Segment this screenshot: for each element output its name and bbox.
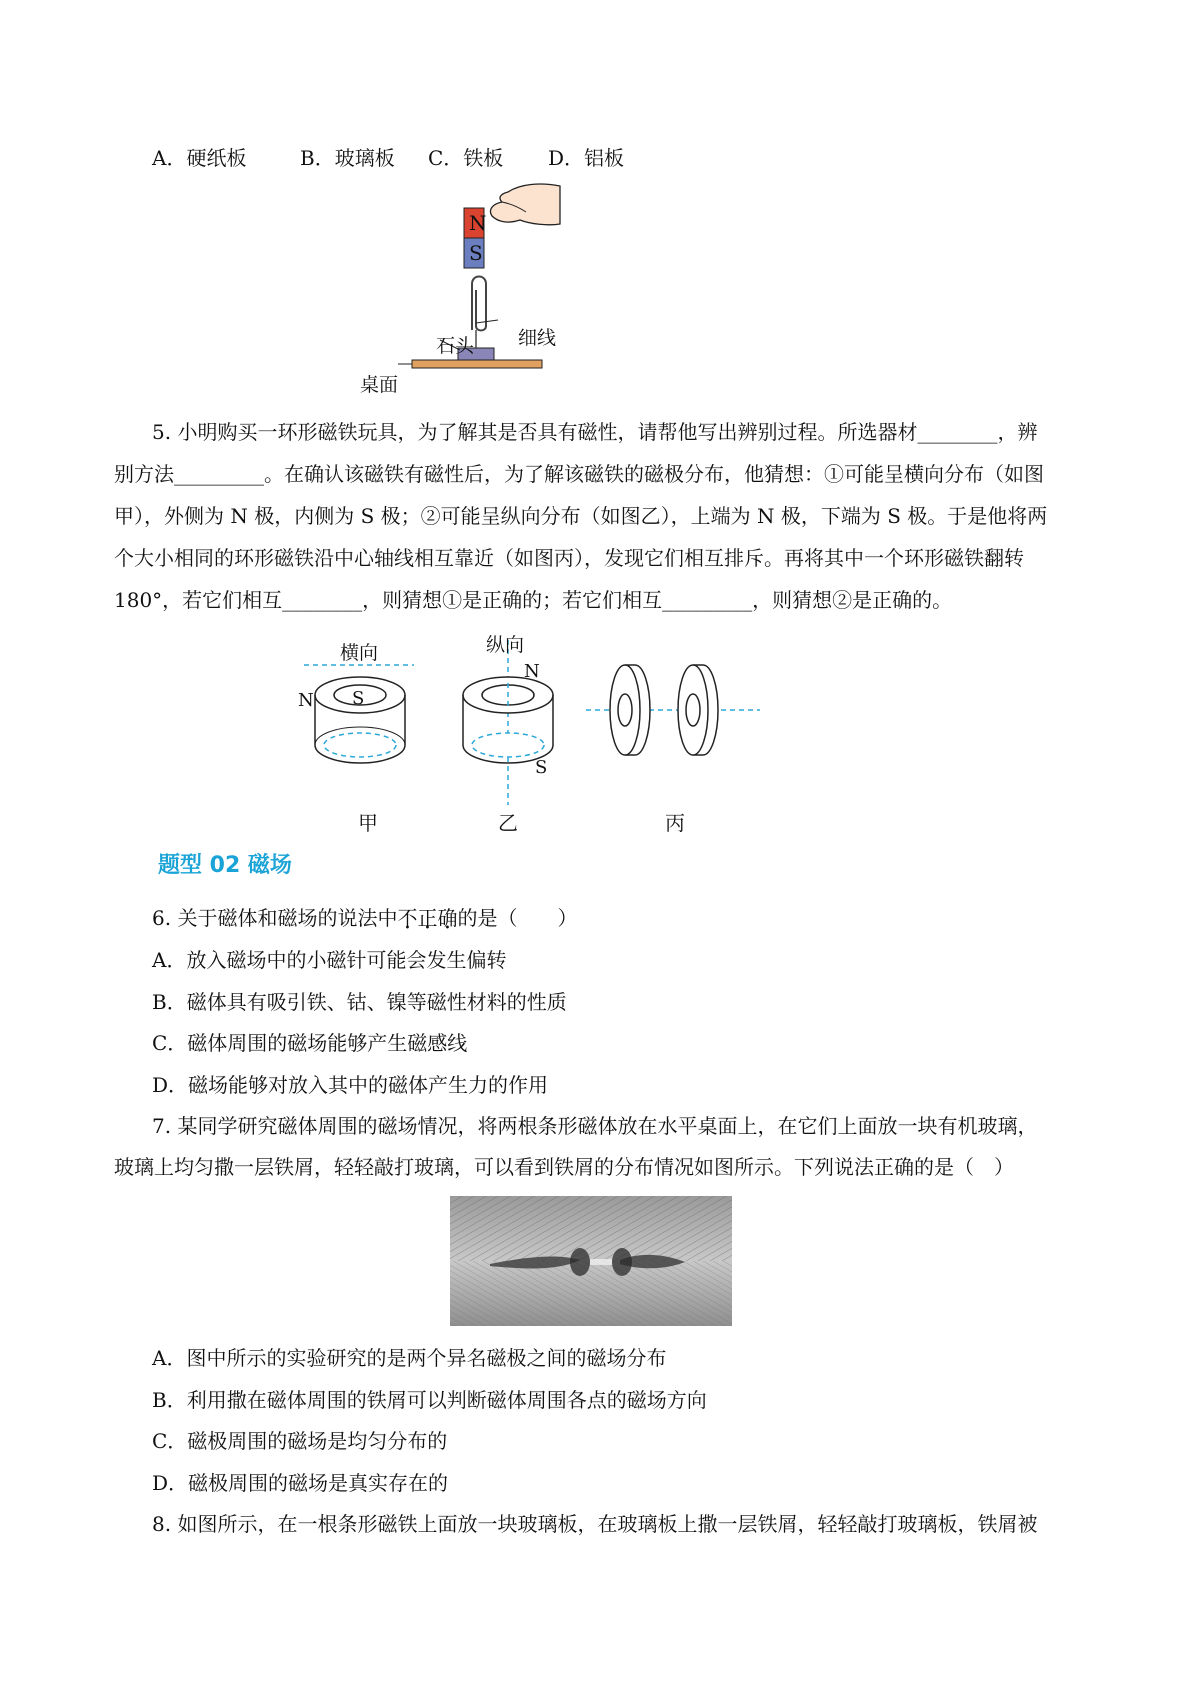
caption-yi: 乙 — [498, 811, 518, 835]
q6-option-b: B．磁体具有吸引铁、钴、镍等磁性材料的性质 — [152, 990, 567, 1014]
caption-bing: 丙 — [665, 811, 685, 835]
q7-option-b: B．利用撒在磁体周围的铁屑可以判断磁体周围各点的磁场方向 — [152, 1388, 707, 1412]
q6-stem-after: 的是（ ） — [457, 906, 578, 930]
q6-stem-before: 6. 关于磁体和磁场的说法中 — [152, 906, 398, 930]
label-desk: 桌面 — [360, 374, 399, 396]
q6-emphasis-3: 确 — [437, 906, 458, 930]
ring-jia — [304, 665, 414, 763]
q5-line-3: 甲），外侧为 N 极，内侧为 S 极；②可能呈纵向分布（如图乙），上端为 N 极，下端为 S 极。于是他将两 — [114, 504, 1048, 528]
q5-line-4: 个大小相同的环形磁铁沿中心轴线相互靠近（如图丙），发现它们相互排斥。再将其中一个环形磁铁翻转 — [114, 546, 1024, 570]
magnet-paperclip-figure — [380, 180, 600, 410]
q4-option-c: C．铁板 — [428, 146, 504, 170]
q6-stem — [152, 903, 577, 933]
ring-bing — [586, 665, 760, 755]
q5-line-1: 5. 小明购买一环形磁铁玩具，为了解其是否具有磁性，请帮他写出辨别过程。所选器材________，辨 — [152, 420, 1038, 444]
q5-line-2: 别方法_________。在确认该磁铁有磁性后，为了解该磁铁的磁极分布，他猜想：①可能呈横向分布（如图 — [114, 462, 1044, 486]
label-yi-title: 纵向 — [486, 634, 525, 656]
q7-option-c: C．磁极周围的磁场是均匀分布的 — [152, 1429, 448, 1453]
label-thread: 细线 — [518, 327, 557, 349]
q6-option-a: A．放入磁场中的小磁针可能会发生偏转 — [152, 948, 507, 972]
q4-option-b: B．玻璃板 — [300, 146, 395, 170]
q4-option-d: D．铝板 — [548, 146, 625, 170]
hand-icon — [490, 184, 560, 225]
q7-line-2: 玻璃上均匀撒一层铁屑，轻轻敲打玻璃，可以看到铁屑的分布情况如图所示。下列说法正确的是（ ） — [114, 1155, 1014, 1179]
q8-line-1: 8. 如图所示，在一根条形磁铁上面放一块玻璃板，在玻璃板上撒一层铁屑，轻轻敲打玻璃板，铁屑被 — [152, 1512, 1038, 1536]
label-pole-s: S — [469, 241, 483, 265]
q6-option-d: D．磁场能够对放入其中的磁体产生力的作用 — [152, 1073, 549, 1097]
q4-option-a: A．硬纸板 — [152, 146, 247, 170]
q5-line-5: 180°，若它们相互________，则猜想①是正确的；若它们相互_________，则猜想②是正确的。 — [114, 588, 953, 612]
desk — [412, 360, 542, 368]
label-jia-title: 横向 — [340, 642, 379, 664]
q6-emphasis-2: 正 — [417, 906, 438, 930]
label-pole-n: N — [469, 211, 487, 235]
iron-filings-photo — [450, 1196, 732, 1326]
q6-emphasis-1: 不 — [397, 906, 418, 930]
q6-option-c: C．磁体周围的磁场能够产生磁感线 — [152, 1031, 468, 1055]
label-yi-s: S — [535, 757, 548, 778]
label-yi-n: N — [524, 661, 540, 682]
section-title: 题型 02 磁场 — [158, 853, 292, 878]
label-stone: 石头 — [436, 335, 475, 357]
label-jia-s: S — [352, 688, 365, 709]
caption-jia: 甲 — [358, 811, 378, 835]
label-jia-n: N — [298, 690, 314, 711]
q7-option-d: D．磁极周围的磁场是真实存在的 — [152, 1471, 449, 1495]
q7-line-1: 7. 某同学研究磁体周围的磁场情况，将两根条形磁体放在水平桌面上，在它们上面放一块有机玻璃， — [152, 1114, 1038, 1138]
q7-option-a: A．图中所示的实验研究的是两个异名磁极之间的磁场分布 — [152, 1346, 667, 1370]
